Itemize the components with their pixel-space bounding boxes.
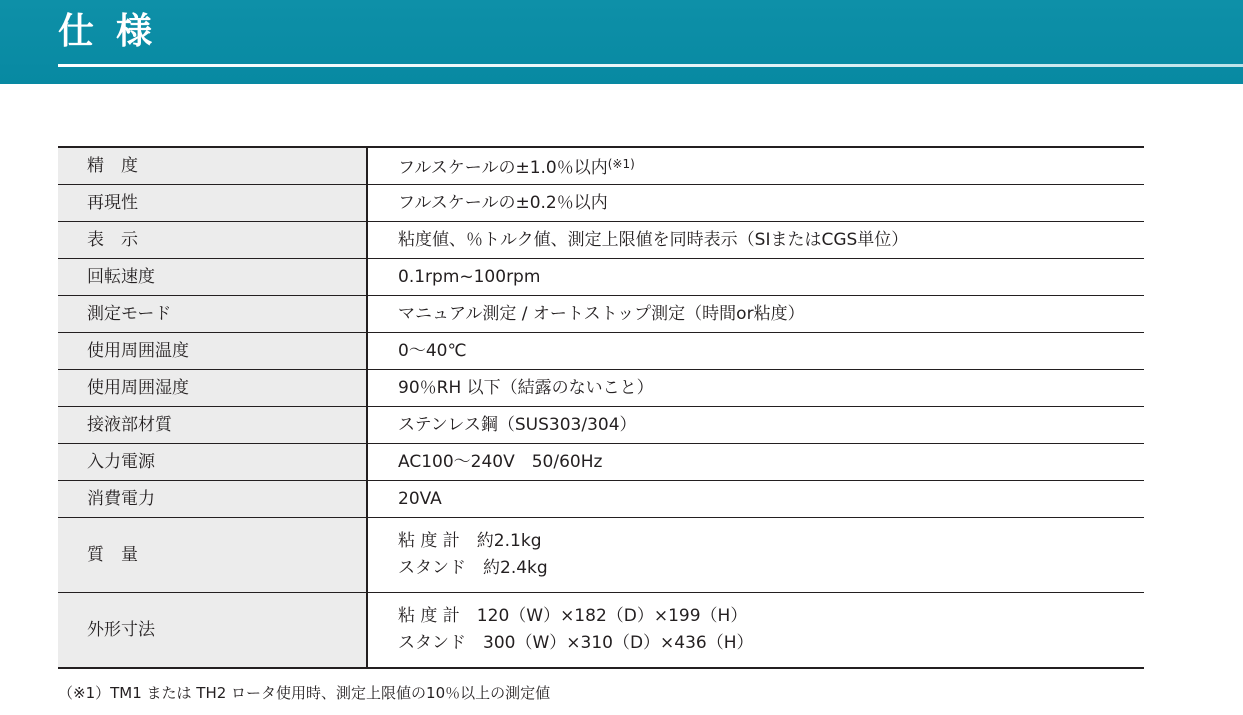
table-row [58, 222, 1144, 259]
mass-stand: スタンド 約2.4kg [398, 558, 548, 578]
table-row [58, 185, 1144, 222]
header-divider [58, 64, 1243, 67]
spec-label-measure-mode: 測定モード [58, 296, 367, 333]
table-row [58, 444, 1144, 481]
spec-label-accuracy: 精 度 [58, 147, 367, 185]
spec-value-rotation-speed: 0.1rpm~100rpm [367, 259, 1144, 296]
spec-value-display: 粘度値、％トルク値、測定上限値を同時表示（SIまたはCGS単位） [367, 222, 1144, 259]
spec-value-measure-mode: マニュアル測定 / オートストップ測定（時間or粘度） [367, 296, 1144, 333]
spec-label-dimensions: 外形寸法 [58, 593, 367, 669]
spec-label-mass: 質 量 [58, 518, 367, 593]
dimensions-stand: スタンド 300（W）×310（D）×436（H） [398, 633, 754, 653]
spec-label-rotation-speed: 回転速度 [58, 259, 367, 296]
spec-value-ambient-temperature: 0～40℃ [367, 333, 1144, 370]
spec-value-repeatability: フルスケールの±0.2％以内 [367, 185, 1144, 222]
table-row [58, 259, 1144, 296]
spec-label-ambient-humidity: 使用周囲湿度 [58, 370, 367, 407]
page-title: 仕様 [58, 11, 175, 52]
spec-label-display: 表 示 [58, 222, 367, 259]
spec-table [58, 146, 1144, 669]
table-row [58, 147, 1144, 185]
table-row [58, 481, 1144, 518]
table-row [58, 407, 1144, 444]
table-row [58, 333, 1144, 370]
dimensions-viscometer: 粘 度 計 120（W）×182（D）×199（H） [398, 606, 748, 626]
spec-value-accuracy [367, 147, 1144, 185]
footnote: （※1）TM1 または TH2 ロータ使用時、測定上限値の10％以上の測定値 [58, 684, 551, 702]
spec-label-wetted-material: 接液部材質 [58, 407, 367, 444]
spec-label-ambient-temperature: 使用周囲温度 [58, 333, 367, 370]
page-header [0, 0, 1243, 84]
table-row [58, 518, 1144, 593]
spec-label-repeatability: 再現性 [58, 185, 367, 222]
table-row [58, 370, 1144, 407]
spec-label-power-consumption: 消費電力 [58, 481, 367, 518]
spec-value-mass [367, 518, 1144, 593]
table-row [58, 593, 1144, 669]
table-row [58, 296, 1144, 333]
spec-value-wetted-material: ステンレス鋼（SUS303/304） [367, 407, 1144, 444]
mass-viscometer: 粘 度 計 約2.1kg [398, 531, 542, 551]
spec-value-text: フルスケールの±1.0％以内 [398, 157, 608, 178]
footnote-marker: (※1) [607, 156, 635, 171]
spec-value-power-input: AC100～240V 50/60Hz [367, 444, 1144, 481]
spec-value-dimensions [367, 593, 1144, 669]
spec-value-ambient-humidity: 90％RH 以下（結露のないこと） [367, 370, 1144, 407]
spec-value-power-consumption: 20VA [367, 481, 1144, 518]
spec-label-power-input: 入力電源 [58, 444, 367, 481]
